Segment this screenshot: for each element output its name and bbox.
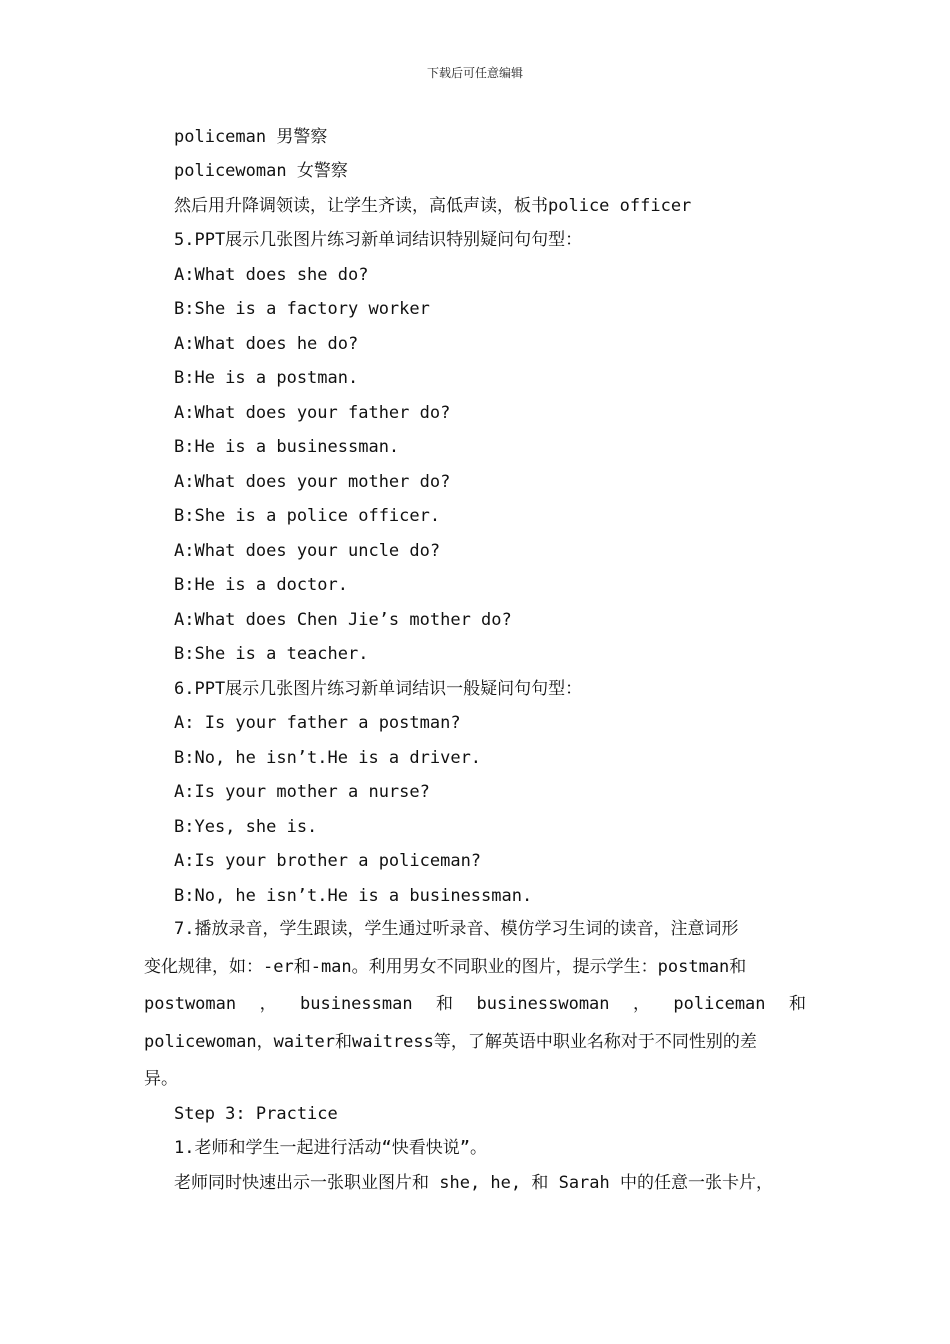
paragraph-line: policewoman，waiter和waitress等，了解英语中职业名称对于不同性别的差 bbox=[144, 1031, 757, 1052]
text-line: A:What does she do? bbox=[174, 265, 369, 285]
text-line: B:She is a police officer. bbox=[174, 506, 441, 526]
text-line: B:He is a postman. bbox=[174, 368, 359, 388]
text-line: A:What does Chen Jie’s mother do? bbox=[174, 610, 512, 630]
text-line: A:What does your uncle do? bbox=[174, 541, 441, 561]
text-line: B:He is a businessman. bbox=[174, 437, 400, 457]
paragraph-line: 变化规律，如：-er和-man。利用男女不同职业的图片，提示学生：postman和 bbox=[144, 956, 747, 977]
word: ， bbox=[632, 994, 650, 1014]
text-line: 然后用升降调领读，让学生齐读，高低声读，板书police officer bbox=[174, 196, 692, 216]
text-line: 1.老师和学生一起进行活动“快看快说”。 bbox=[174, 1138, 487, 1158]
word: businesswoman bbox=[476, 994, 610, 1014]
text-line: B:No, he isn’t.He is a businessman. bbox=[174, 886, 533, 906]
text-line: A:Is your brother a policeman? bbox=[174, 851, 482, 871]
word: 和 bbox=[788, 994, 806, 1014]
text-line: A:What does he do? bbox=[174, 334, 359, 354]
word: businessman bbox=[300, 994, 413, 1014]
text-line: 5.PPT展示几张图片练习新单词结识特别疑问句句型： bbox=[174, 230, 583, 250]
paragraph-7 bbox=[144, 911, 806, 1099]
text-line: A: Is your father a postman? bbox=[174, 713, 461, 733]
word: postwoman bbox=[144, 994, 237, 1014]
paragraph-line-justified bbox=[144, 986, 806, 1024]
text-line: policewoman 女警察 bbox=[174, 161, 348, 181]
text-line: 老师同时快速出示一张职业图片和 she, he, 和 Sarah 中的任意一张卡片， bbox=[174, 1173, 773, 1193]
text-line: B:She is a factory worker bbox=[174, 299, 430, 319]
text-line: 6.PPT展示几张图片练习新单词结识一般疑问句句型： bbox=[174, 679, 583, 699]
paragraph-line: 异。 bbox=[144, 1069, 178, 1089]
paragraph-line: 7.播放录音，学生跟读，学生通过听录音、模仿学习生词的读音，注意词形 bbox=[174, 919, 739, 939]
text-line: policeman 男警察 bbox=[174, 127, 328, 147]
page-header: 下载后可任意编辑 bbox=[426, 66, 523, 80]
text-line: A:What does your mother do? bbox=[174, 472, 451, 492]
word: policeman bbox=[673, 994, 766, 1014]
section-heading: Step 3: Practice bbox=[174, 1104, 338, 1124]
word: 和 bbox=[436, 994, 454, 1014]
text-line: B:She is a teacher. bbox=[174, 644, 369, 664]
text-line: B:No, he isn’t.He is a driver. bbox=[174, 748, 482, 768]
text-line: A:Is your mother a nurse? bbox=[174, 782, 430, 802]
text-line: B:He is a doctor. bbox=[174, 575, 348, 595]
text-line: A:What does your father do? bbox=[174, 403, 451, 423]
word: ， bbox=[259, 994, 277, 1014]
text-line: B:Yes, she is. bbox=[174, 817, 318, 837]
